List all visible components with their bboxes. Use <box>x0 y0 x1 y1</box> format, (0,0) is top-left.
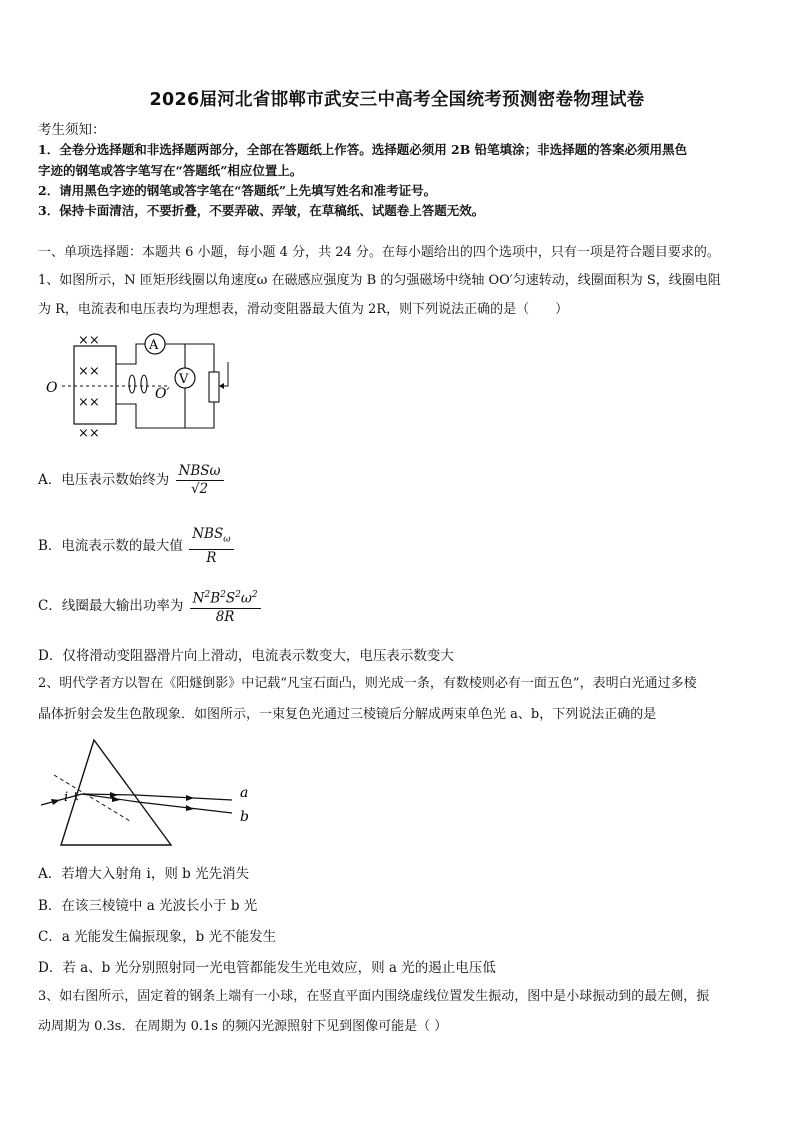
field-cross-row: ×× <box>78 364 100 379</box>
angle-label-i: i <box>64 790 69 805</box>
voltmeter-label: V <box>179 372 189 387</box>
fraction-numerator: $N^2B^2S^2\omega^2$ <box>190 587 261 609</box>
page-title: 2026届河北省邯郸市武安三中高考全国统考预测密卷物理试卷 <box>149 90 645 110</box>
fraction-denominator: √2 <box>190 481 209 497</box>
axis-label-o-prime: O′ <box>155 386 170 402</box>
q1-option-c[interactable] <box>38 587 261 626</box>
q3-stem-line1: 3、如右图所示，固定着的钢条上端有一小球，在竖直平面内围绕虚线位置发生振动，图中是小球振动到的最左侧，振 <box>38 989 710 1004</box>
q1-option-a-fraction <box>176 463 224 498</box>
q1-option-d[interactable]: D．仅将滑动变阻器滑片向上滑动，电流表示数变大，电压表示数变大 <box>38 648 454 664</box>
ammeter-label: A <box>149 338 159 353</box>
notice-item-1-cont: 字迹的钢笔或答字笔写在“答题纸”相应位置上。 <box>38 163 303 178</box>
fraction-denominator: R <box>206 549 217 566</box>
fraction-numerator: $NBS_\omega$ <box>189 526 233 550</box>
q1-stem-line1: 1、如图所示，N 匝矩形线圈以角速度ω 在磁感应强度为 B 的匀强磁场中绕轴 OO′匀速转动，线圈面积为 S，线圈电阻 <box>38 273 721 288</box>
q1-option-c-text: C．线圈最大输出功率为 <box>38 597 184 614</box>
q1-option-b-fraction <box>189 526 233 567</box>
q2-stem-line1: 2、明代学者方以智在《阳燧倒影》中记载“凡宝石面凸，则光成一条，有数棱则必有一面五色”，表明白光通过多棱 <box>38 676 697 691</box>
q2-prism-diagram <box>34 735 274 850</box>
notice-item-1: 1．全卷分选择题和非选择题两部分，全部在答题纸上作答。选择题必须用 2B 铅笔填涂；非选择题的答案必须用黑色 <box>38 142 688 157</box>
ray-label-a: a <box>240 785 249 801</box>
q1-circuit-diagram <box>40 328 240 443</box>
q3-stem-line2: 动周期为 0.3s．在周期为 0.1s 的频闪光源照射下见到图像可能是（ ） <box>38 1019 448 1034</box>
q1-option-c-fraction <box>190 587 261 626</box>
q1-option-b-text: B．电流表示数的最大值 <box>38 537 183 554</box>
q2-option-a[interactable]: A．若增大入射角 i，则 b 光先消失 <box>38 866 250 882</box>
axis-label-o: O <box>46 380 58 396</box>
q2-stem-line2: 晶体折射会发生色散现象．如图所示，一束复色光通过三棱镜后分解成两束单色光 a、b，下列说法正确的是 <box>38 707 657 722</box>
field-cross-row: ×× <box>78 395 100 410</box>
section-heading: 一、单项选择题：本题共 6 小题，每小题 4 分，共 24 分。在每小题给出的四个选项中，只有一项是符合题目要求的。 <box>38 245 720 260</box>
ray-label-b: b <box>240 809 249 825</box>
q2-option-b[interactable]: B．在该三棱镜中 a 光波长小于 b 光 <box>38 898 258 914</box>
notice-item-3: 3．保持卡面清洁，不要折叠，不要弄破、弄皱，在草稿纸、试题卷上答题无效。 <box>38 203 485 218</box>
q1-option-a-text: A．电压表示数始终为 <box>38 472 170 488</box>
q2-option-c[interactable]: C．a 光能发生偏振现象，b 光不能发生 <box>38 929 277 945</box>
notice-item-2: 2．请用黑色字迹的钢笔或答字笔在“答题纸”上先填写姓名和准考证号。 <box>38 183 437 198</box>
notice-heading: 考生须知： <box>38 122 106 138</box>
field-cross-row: ×× <box>78 426 100 441</box>
q1-option-b[interactable] <box>38 526 234 567</box>
q1-option-a[interactable] <box>38 463 224 498</box>
q2-option-d[interactable]: D．若 a、b 光分别照射同一光电管都能发生光电效应，则 a 光的遏止电压低 <box>38 960 496 976</box>
field-cross-row: ×× <box>78 333 100 348</box>
q1-stem-line2: 为 R，电流表和电压表均为理想表，滑动变阻器最大值为 2R，则下列说法正确的是（ ） <box>38 302 569 317</box>
fraction-denominator: 8R <box>215 608 235 625</box>
fraction-numerator: NBSω <box>176 463 224 481</box>
